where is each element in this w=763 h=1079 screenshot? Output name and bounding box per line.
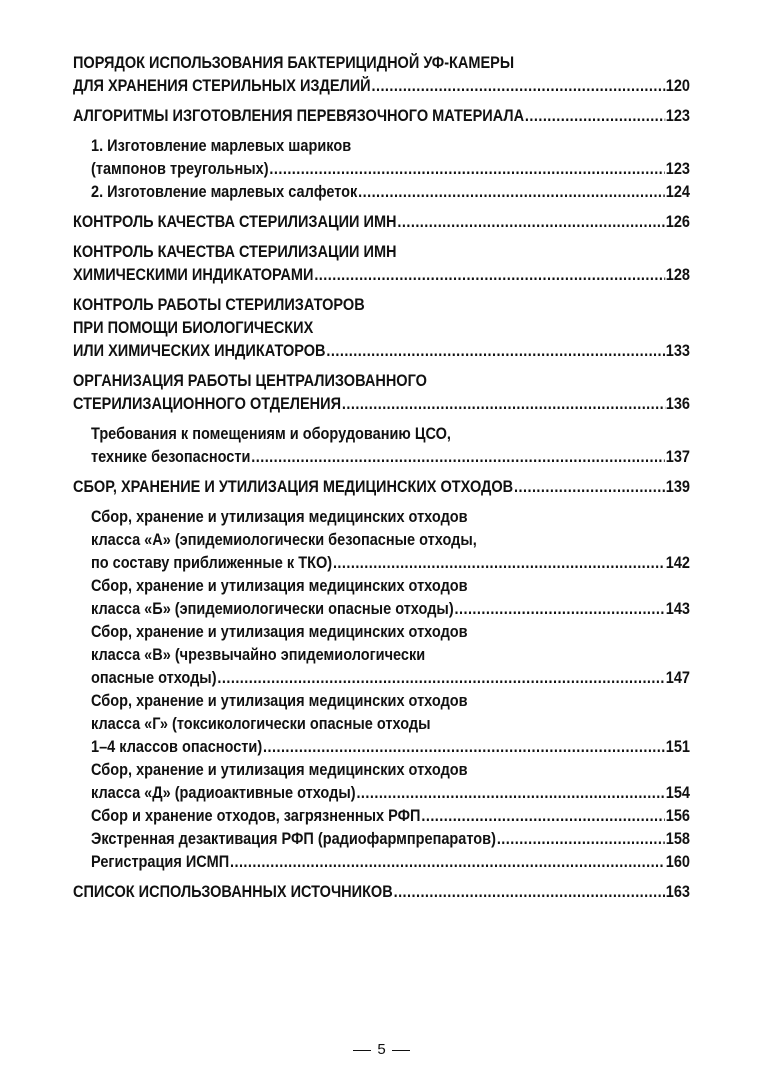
table-of-contents	[73, 52, 690, 911]
toc-subsection[interactable]	[73, 851, 690, 874]
toc-subsection[interactable]	[73, 135, 690, 181]
toc-section[interactable]	[73, 211, 690, 234]
toc-subsection[interactable]	[73, 805, 690, 828]
toc-entry-title-line: Сбор и хранение отходов, загрязненных РФП	[91, 807, 421, 825]
page-number	[0, 1041, 763, 1058]
toc-entry-title-line: класса «Г» (токсикологически опасные отходы	[91, 715, 431, 733]
toc-entry-title-line: Экстренная дезактивация РФП (радиофармпрепаратов)	[91, 830, 496, 848]
toc-subsection[interactable]	[73, 621, 690, 690]
toc-entry-title-line: (тампонов треугольных)	[91, 160, 269, 178]
toc-entry-title-line: ПОРЯДОК ИСПОЛЬЗОВАНИЯ БАКТЕРИЦИДНОЙ УФ-КАМЕРЫ	[73, 54, 515, 72]
toc-entry-title-line: Регистрация ИСМП	[91, 853, 230, 871]
toc-entry-title-line: класса «Д» (радиоактивные отходы)	[91, 784, 356, 802]
toc-entry-title-line: класса «Б» (эпидемиологически опасные отходы)	[91, 600, 454, 618]
toc-page-number: 123	[665, 160, 690, 178]
toc-entry-title-line: 1. Изготовление марлевых шариков	[91, 137, 352, 155]
toc-entry-title-line: ПРИ ПОМОЩИ БИОЛОГИЧЕСКИХ	[73, 319, 314, 337]
toc-page-number: 128	[665, 266, 690, 284]
toc-leader-dots	[394, 881, 665, 904]
toc-leader-dots	[342, 393, 665, 416]
toc-leader-dots	[371, 75, 664, 98]
toc-section[interactable]	[73, 52, 690, 98]
toc-entry-title-line: КОНТРОЛЬ КАЧЕСТВА СТЕРИЛИЗАЦИИ ИМН	[73, 213, 397, 231]
toc-leader-dots	[455, 598, 665, 621]
toc-leader-dots	[514, 476, 665, 499]
toc-entry-title-line: Требования к помещениям и оборудованию ЦСО,	[91, 425, 451, 443]
toc-page-number: 126	[665, 213, 690, 231]
toc-section[interactable]	[73, 370, 690, 416]
toc-subsection[interactable]	[73, 423, 690, 469]
toc-leader-dots	[263, 736, 665, 759]
toc-page-number: 154	[665, 784, 690, 802]
page-number-dash-left	[353, 1050, 371, 1051]
toc-entry-title-line: ОРГАНИЗАЦИЯ РАБОТЫ ЦЕНТРАЛИЗОВАННОГО	[73, 372, 427, 390]
toc-page-number: 151	[665, 738, 690, 756]
toc-page-number: 158	[665, 830, 690, 848]
toc-page-number: 139	[665, 478, 690, 496]
toc-entry-title-line: ИЛИ ХИМИЧЕСКИХ ИНДИКАТОРОВ	[73, 342, 326, 360]
toc-subsection[interactable]	[73, 828, 690, 851]
toc-leader-dots	[314, 264, 665, 287]
toc-entry-title-line: КОНТРОЛЬ РАБОТЫ СТЕРИЛИЗАТОРОВ	[73, 296, 365, 314]
toc-entry-title-line: АЛГОРИТМЫ ИЗГОТОВЛЕНИЯ ПЕРЕВЯЗОЧНОГО МАТЕРИАЛА	[73, 107, 525, 125]
toc-page-number: 160	[665, 853, 690, 871]
toc-page-number: 142	[665, 554, 690, 572]
toc-entry-title-line: класса «В» (чрезвычайно эпидемиологически	[91, 646, 426, 664]
toc-leader-dots	[326, 340, 664, 363]
toc-page-number: 136	[665, 395, 690, 413]
toc-subsection[interactable]	[73, 181, 690, 204]
toc-entry-title-line: Сбор, хранение и утилизация медицинских отходов	[91, 761, 468, 779]
toc-leader-dots	[230, 851, 665, 874]
page-number-dash-right	[392, 1050, 410, 1051]
toc-leader-dots	[397, 211, 664, 234]
toc-leader-dots	[251, 446, 665, 469]
toc-page-number: 120	[665, 77, 690, 95]
toc-page-number: 133	[665, 342, 690, 360]
page-number-value: 5	[377, 1041, 386, 1058]
toc-page-number: 137	[665, 448, 690, 466]
toc-page-number: 156	[665, 807, 690, 825]
toc-leader-dots	[333, 552, 665, 575]
toc-leader-dots	[497, 828, 665, 851]
toc-section[interactable]	[73, 476, 690, 499]
toc-entry-title-line: Сбор, хранение и утилизация медицинских отходов	[91, 623, 468, 641]
toc-leader-dots	[358, 181, 665, 204]
toc-section[interactable]	[73, 241, 690, 287]
toc-entry-title-line: КОНТРОЛЬ КАЧЕСТВА СТЕРИЛИЗАЦИИ ИМН	[73, 243, 397, 261]
toc-section[interactable]	[73, 294, 690, 363]
toc-subsection[interactable]	[73, 506, 690, 575]
toc-entry-title-line: опасные отходы)	[91, 669, 217, 687]
toc-subsection[interactable]	[73, 690, 690, 759]
toc-entry-title-line: технике безопасности	[91, 448, 251, 466]
toc-section[interactable]	[73, 105, 690, 128]
toc-entry-title-line: ХИМИЧЕСКИМИ ИНДИКАТОРАМИ	[73, 266, 314, 284]
toc-entry-title-line: Сбор, хранение и утилизация медицинских отходов	[91, 508, 468, 526]
toc-subsection[interactable]	[73, 759, 690, 805]
toc-page-number: 143	[665, 600, 690, 618]
toc-leader-dots	[421, 805, 664, 828]
toc-leader-dots	[217, 667, 664, 690]
toc-entry-title-line: СБОР, ХРАНЕНИЕ И УТИЛИЗАЦИЯ МЕДИЦИНСКИХ ОТХОДОВ	[73, 478, 514, 496]
toc-page-number: 163	[665, 883, 690, 901]
toc-section[interactable]	[73, 881, 690, 904]
toc-entry-title-line: ДЛЯ ХРАНЕНИЯ СТЕРИЛЬНЫХ ИЗДЕЛИЙ	[73, 77, 371, 95]
toc-entry-title-line: Сбор, хранение и утилизация медицинских отходов	[91, 692, 468, 710]
toc-entry-title-line: по составу приближенные к ТКО)	[91, 554, 333, 572]
toc-subsection[interactable]	[73, 575, 690, 621]
toc-page-number: 124	[665, 183, 690, 201]
toc-page-number: 123	[665, 107, 690, 125]
toc-entry-title-line: СПИСОК ИСПОЛЬЗОВАННЫХ ИСТОЧНИКОВ	[73, 883, 393, 901]
toc-entry-title-line: 2. Изготовление марлевых салфеток	[91, 183, 358, 201]
toc-leader-dots	[269, 158, 664, 181]
toc-page-number: 147	[665, 669, 690, 687]
toc-leader-dots	[525, 105, 665, 128]
toc-leader-dots	[356, 782, 664, 805]
toc-entry-title-line: класса «А» (эпидемиологически безопасные отходы,	[91, 531, 477, 549]
toc-entry-title-line: СТЕРИЛИЗАЦИОННОГО ОТДЕЛЕНИЯ	[73, 395, 342, 413]
toc-entry-title-line: Сбор, хранение и утилизация медицинских отходов	[91, 577, 468, 595]
toc-entry-title-line: 1–4 классов опасности)	[91, 738, 263, 756]
